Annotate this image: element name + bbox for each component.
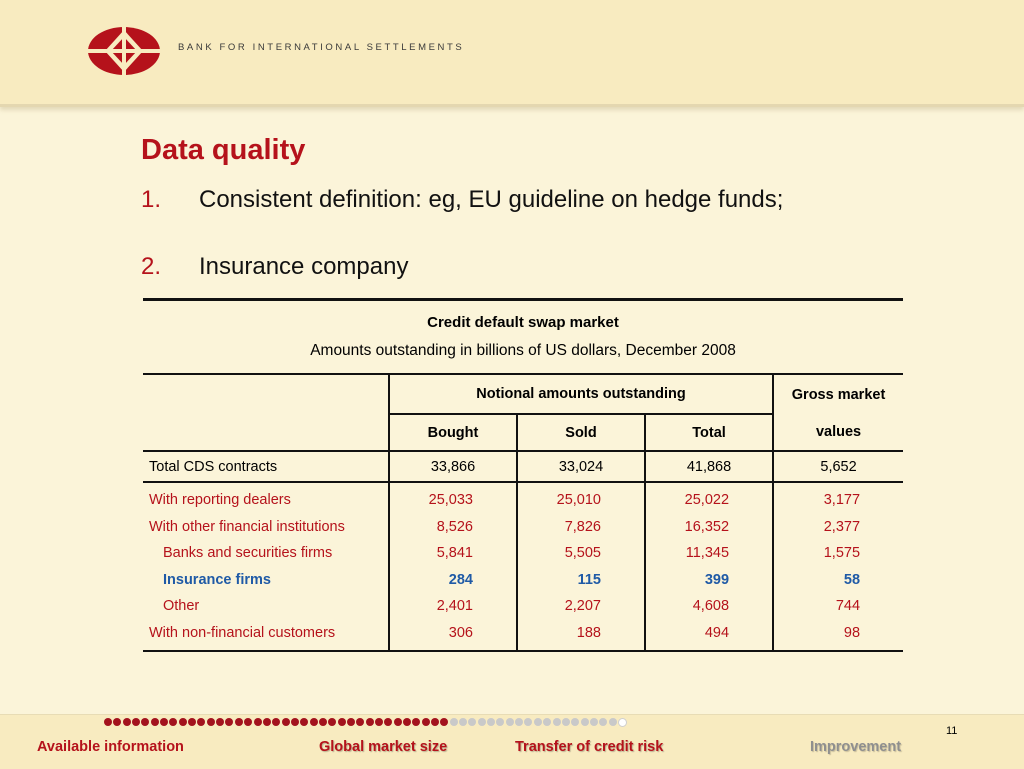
progress-dot bbox=[450, 718, 458, 726]
slide-title: Data quality bbox=[141, 134, 306, 166]
cell-bought: 2,401 bbox=[389, 593, 517, 620]
header-empty-cell bbox=[143, 414, 389, 451]
cell-gross: 5,652 bbox=[773, 451, 903, 482]
progress-dot bbox=[291, 718, 299, 726]
progress-dot bbox=[282, 718, 290, 726]
cell-gross: 58 bbox=[773, 567, 903, 594]
progress-dot bbox=[534, 718, 542, 726]
table-row bbox=[143, 620, 903, 652]
cell-bought: 33,866 bbox=[389, 451, 517, 482]
row-label: Banks and securities firms bbox=[163, 545, 333, 562]
progress-dot bbox=[244, 718, 252, 726]
header-sold: Sold bbox=[517, 414, 645, 451]
row-label: Insurance firms bbox=[163, 571, 271, 588]
progress-dot bbox=[553, 718, 561, 726]
progress-dot bbox=[132, 718, 140, 726]
cell-gross: 1,575 bbox=[773, 540, 903, 567]
cell-sold: 2,207 bbox=[517, 593, 645, 620]
page-number: 11 bbox=[946, 725, 958, 737]
cell-bought: 306 bbox=[389, 620, 517, 652]
progress-dot bbox=[347, 718, 355, 726]
cell-gross: 3,177 bbox=[773, 482, 903, 514]
progress-dot bbox=[496, 718, 504, 726]
progress-dot bbox=[160, 718, 168, 726]
header-total: Total bbox=[645, 414, 773, 451]
progress-dot bbox=[609, 718, 617, 726]
progress-dot bbox=[571, 718, 579, 726]
bullet-text: Consistent definition: eg, EU guideline on hedge funds; bbox=[199, 186, 784, 213]
header-notional-group: Notional amounts outstanding bbox=[389, 374, 773, 414]
progress-dot bbox=[581, 718, 589, 726]
table-row-highlighted bbox=[143, 567, 903, 594]
progress-dot bbox=[338, 718, 346, 726]
table-header-row-1 bbox=[143, 374, 903, 414]
table-subtitle: Amounts outstanding in billions of US dollars, December 2008 bbox=[310, 342, 736, 359]
progress-dot bbox=[151, 718, 159, 726]
cell-sold: 115 bbox=[517, 567, 645, 594]
progress-dot bbox=[179, 718, 187, 726]
table-top-rule bbox=[143, 298, 903, 301]
header-empty-cell bbox=[143, 374, 389, 414]
progress-dot bbox=[188, 718, 196, 726]
cell-bought: 5,841 bbox=[389, 540, 517, 567]
progress-dot bbox=[422, 718, 430, 726]
header-gross-line2: values bbox=[773, 414, 903, 451]
bis-logo-icon bbox=[87, 26, 161, 76]
progress-dot bbox=[384, 718, 392, 726]
progress-dot bbox=[468, 718, 476, 726]
org-name: BANK FOR INTERNATIONAL SETTLEMENTS bbox=[178, 42, 465, 53]
cell-bought: 25,033 bbox=[389, 482, 517, 514]
progress-dot bbox=[590, 718, 598, 726]
header-gross-line1: Gross market bbox=[773, 374, 903, 414]
progress-dot bbox=[141, 718, 149, 726]
progress-dot bbox=[375, 718, 383, 726]
progress-dot bbox=[123, 718, 131, 726]
nav-global-market-size[interactable]: Global market size bbox=[319, 739, 448, 755]
bullet-item-2 bbox=[141, 253, 408, 281]
progress-dot bbox=[562, 718, 570, 726]
row-label: With non-financial customers bbox=[149, 624, 336, 641]
progress-dot bbox=[412, 718, 420, 726]
progress-dot bbox=[225, 718, 233, 726]
cell-sold: 188 bbox=[517, 620, 645, 652]
cell-gross: 98 bbox=[773, 620, 903, 652]
cell-sold: 33,024 bbox=[517, 451, 645, 482]
progress-dot bbox=[543, 718, 551, 726]
cds-table bbox=[143, 373, 903, 652]
progress-dot bbox=[459, 718, 467, 726]
cell-sold: 25,010 bbox=[517, 482, 645, 514]
progress-dot bbox=[263, 718, 271, 726]
nav-improvement[interactable]: Improvement bbox=[810, 739, 902, 755]
progress-dot bbox=[319, 718, 327, 726]
progress-dots bbox=[104, 718, 628, 730]
progress-dot bbox=[524, 718, 532, 726]
row-label: With other financial institutions bbox=[149, 518, 345, 535]
cds-table-block bbox=[143, 298, 903, 652]
bullet-text: Insurance company bbox=[199, 253, 409, 280]
row-label: Other bbox=[163, 598, 200, 615]
progress-dot bbox=[515, 718, 523, 726]
table-title: Credit default swap market bbox=[427, 314, 619, 331]
cell-bought: 8,526 bbox=[389, 514, 517, 541]
row-label: Total CDS contracts bbox=[143, 451, 389, 482]
nav-transfer-of-credit-risk[interactable]: Transfer of credit risk bbox=[515, 739, 664, 755]
table-header-row-2 bbox=[143, 414, 903, 451]
cell-total: 11,345 bbox=[645, 540, 773, 567]
cell-sold: 5,505 bbox=[517, 540, 645, 567]
progress-dot bbox=[235, 718, 243, 726]
progress-dot bbox=[599, 718, 607, 726]
progress-dot bbox=[272, 718, 280, 726]
cell-total: 494 bbox=[645, 620, 773, 652]
progress-dot bbox=[478, 718, 486, 726]
cell-total: 25,022 bbox=[645, 482, 773, 514]
nav-available-information[interactable]: Available information bbox=[37, 739, 184, 755]
progress-dot bbox=[300, 718, 308, 726]
progress-dot bbox=[440, 718, 448, 726]
table-row bbox=[143, 540, 903, 567]
bullet-number: 1. bbox=[141, 186, 162, 213]
slide-header bbox=[0, 0, 1024, 107]
header-bought: Bought bbox=[389, 414, 517, 451]
table-row bbox=[143, 482, 903, 514]
progress-dot bbox=[113, 718, 121, 726]
cell-bought: 284 bbox=[389, 567, 517, 594]
progress-dot bbox=[506, 718, 514, 726]
table-row-total bbox=[143, 451, 903, 482]
cell-total: 4,608 bbox=[645, 593, 773, 620]
progress-dot bbox=[487, 718, 495, 726]
progress-dot bbox=[403, 718, 411, 726]
table-row bbox=[143, 514, 903, 541]
progress-dot bbox=[310, 718, 318, 726]
progress-dot bbox=[366, 718, 374, 726]
progress-dot bbox=[356, 718, 364, 726]
cell-sold: 7,826 bbox=[517, 514, 645, 541]
progress-dot bbox=[394, 718, 402, 726]
progress-dot bbox=[169, 718, 177, 726]
cell-gross: 2,377 bbox=[773, 514, 903, 541]
slide-footer bbox=[0, 714, 1024, 769]
cell-total: 41,868 bbox=[645, 451, 773, 482]
table-row bbox=[143, 593, 903, 620]
progress-dot bbox=[328, 718, 336, 726]
progress-dot bbox=[254, 718, 262, 726]
progress-dot bbox=[431, 718, 439, 726]
progress-dot bbox=[104, 718, 112, 726]
progress-dot bbox=[197, 718, 205, 726]
bullet-number: 2. bbox=[141, 253, 162, 280]
cell-gross: 744 bbox=[773, 593, 903, 620]
progress-dot bbox=[207, 718, 215, 726]
progress-dot bbox=[216, 718, 224, 726]
cell-total: 399 bbox=[645, 567, 773, 594]
progress-dot bbox=[618, 718, 627, 727]
cell-total: 16,352 bbox=[645, 514, 773, 541]
bullet-item-1 bbox=[141, 186, 783, 214]
row-label: With reporting dealers bbox=[149, 492, 291, 509]
